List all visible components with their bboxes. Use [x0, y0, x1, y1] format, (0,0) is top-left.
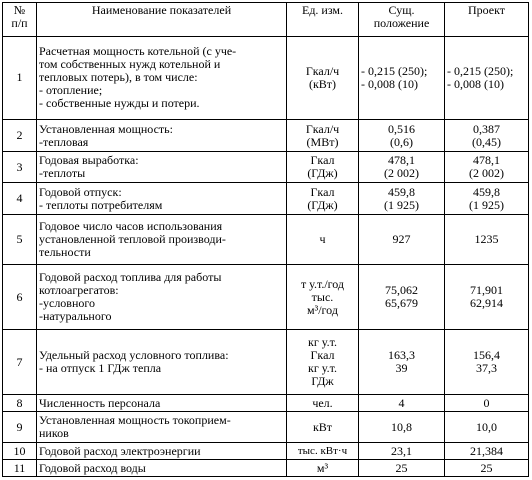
header-current: Сущ. положение	[359, 3, 445, 37]
row-current: 75,062 65,679	[359, 265, 445, 330]
row-num: 11	[3, 460, 37, 477]
row-unit: Гкал/ч (МВт)	[287, 120, 359, 151]
row-name: Годовой отпуск: - теплоты потребителям	[37, 183, 287, 214]
row-unit: чел.	[287, 395, 359, 412]
row-current: 0,516 (0,6)	[359, 120, 445, 151]
table-row	[3, 460, 529, 477]
row-current: 4	[359, 395, 445, 412]
table-row	[3, 36, 529, 120]
row-name: Удельный расход условного топлива: - на отпуск 1 ГДж тепла	[37, 330, 287, 395]
table-row	[3, 183, 529, 214]
row-current: - 0,215 (250); - 0,008 (10)	[359, 36, 445, 120]
row-unit: т у.т./год тыс. м³/год	[287, 265, 359, 330]
row-current: 163,3 39	[359, 330, 445, 395]
header-unit: Ед. изм.	[287, 3, 359, 37]
table-row	[3, 411, 529, 442]
table-row	[3, 120, 529, 151]
table-row	[3, 151, 529, 182]
row-name: Годовой расход топлива для работы котлоагрегатов: -условного -натурального	[37, 265, 287, 330]
header-project: Проект	[445, 3, 529, 37]
row-unit: Гкал (ГДж)	[287, 183, 359, 214]
table-row	[3, 214, 529, 264]
row-current: 10,8	[359, 411, 445, 442]
row-current: 478,1 (2 002)	[359, 151, 445, 182]
row-project: 71,901 62,914	[445, 265, 529, 330]
row-project: 10,0	[445, 411, 529, 442]
row-project: 156,4 37,3	[445, 330, 529, 395]
row-name: Годовое число часов использования установленной тепловой производи- тельности	[37, 214, 287, 264]
row-unit: кг у.т. Гкал кг у.т. ГДж	[287, 330, 359, 395]
row-num: 7	[3, 330, 37, 395]
row-num: 1	[3, 36, 37, 120]
row-num: 3	[3, 151, 37, 182]
row-num: 8	[3, 395, 37, 412]
table-row	[3, 330, 529, 395]
indicators-table	[2, 2, 529, 477]
row-num: 6	[3, 265, 37, 330]
header-name: Наименование показателей	[37, 3, 287, 37]
row-current: 25	[359, 460, 445, 477]
row-name: Расчетная мощность котельной (с уче- том собственных нужд котельной и тепловых потерь), в том числе: - отопление; - собственные нужды и потери.	[37, 36, 287, 120]
row-num: 4	[3, 183, 37, 214]
row-current: 927	[359, 214, 445, 264]
row-project: 459,8 (1 925)	[445, 183, 529, 214]
row-unit: ч	[287, 214, 359, 264]
table-row	[3, 265, 529, 330]
row-project: 0	[445, 395, 529, 412]
row-num: 9	[3, 411, 37, 442]
row-project: 0,387 (0,45)	[445, 120, 529, 151]
row-num: 5	[3, 214, 37, 264]
row-project: 478,1 (2 002)	[445, 151, 529, 182]
row-current: 459,8 (1 925)	[359, 183, 445, 214]
row-name: Установленная мощность: -тепловая	[37, 120, 287, 151]
row-name: Годовая выработка: -теплоты	[37, 151, 287, 182]
row-name: Годовой расход электроэнергии	[37, 443, 287, 460]
row-unit: Гкал (ГДж)	[287, 151, 359, 182]
row-unit: кВт	[287, 411, 359, 442]
row-current: 23,1	[359, 443, 445, 460]
row-name: Установленная мощность токоприем- ников	[37, 411, 287, 442]
row-num: 10	[3, 443, 37, 460]
row-project: 1235	[445, 214, 529, 264]
table-row	[3, 443, 529, 460]
row-unit: Гкал/ч (кВт)	[287, 36, 359, 120]
row-project: 21,384	[445, 443, 529, 460]
row-name: Численность персонала	[37, 395, 287, 412]
row-project: - 0,215 (250); - 0,008 (10)	[445, 36, 529, 120]
row-unit: м³	[287, 460, 359, 477]
row-project: 25	[445, 460, 529, 477]
row-name: Годовой расход воды	[37, 460, 287, 477]
header-row	[3, 3, 529, 37]
row-num: 2	[3, 120, 37, 151]
header-num: № п/п	[3, 3, 37, 37]
row-unit: тыс. кВт·ч	[287, 443, 359, 460]
table-row	[3, 395, 529, 412]
